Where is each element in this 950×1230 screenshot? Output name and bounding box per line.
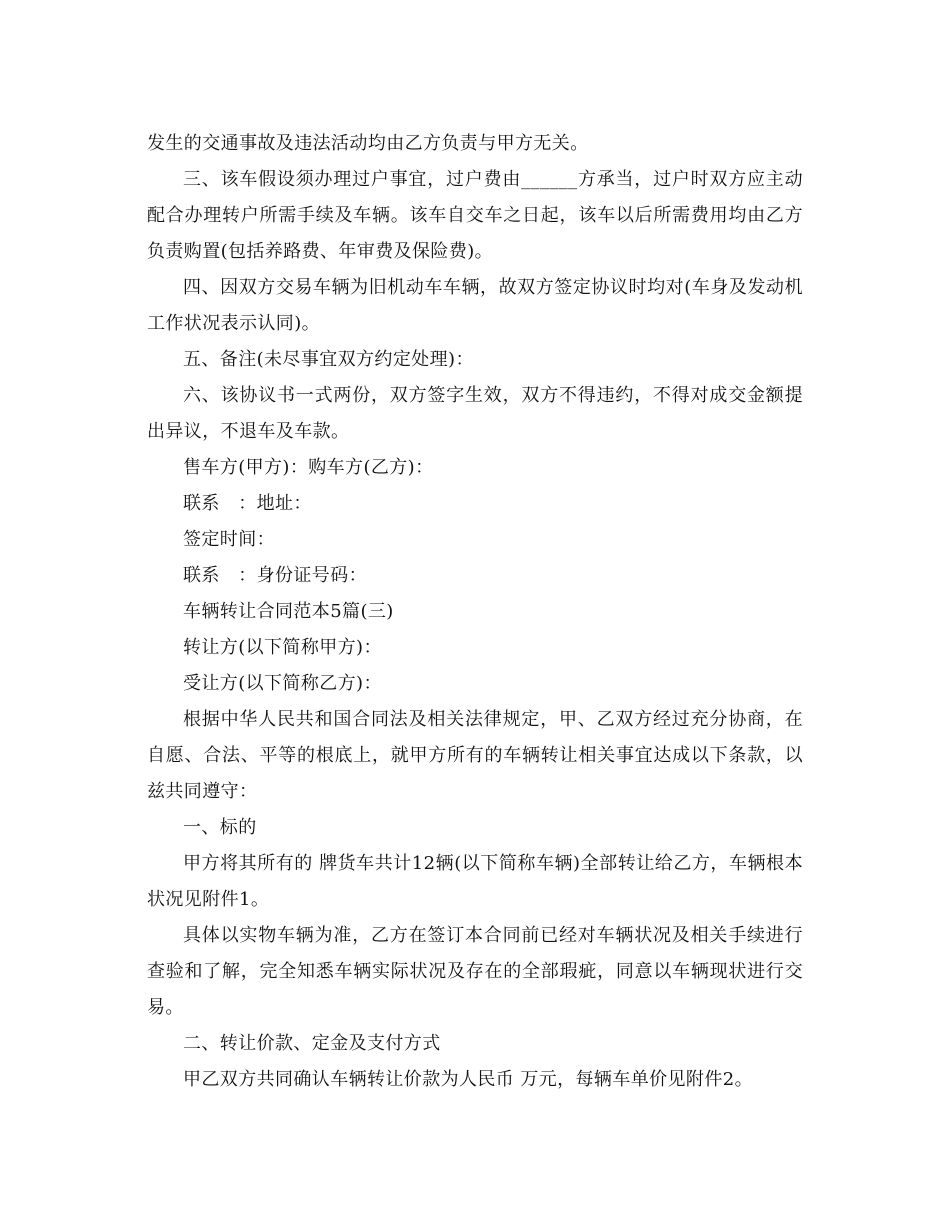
paragraph-price: 甲乙双方共同确认车辆转让价款为人民币 万元，每辆车单价见附件2。 [183, 1069, 753, 1090]
paragraph-continuation: 发生的交通事故及违法活动均由乙方负责与甲方无关。 [147, 133, 589, 154]
document-body [147, 126, 803, 1098]
paragraph-subject-detail: 甲方将其所有的 牌货车共计12辆(以下简称车辆)全部转让给乙方，车辆根本状况见附件1。 [147, 853, 803, 910]
transferee-line: 受让方(以下简称乙方)： [183, 673, 382, 694]
transferor-line: 转让方(以下简称甲方)： [183, 637, 382, 658]
signature-contact-address: 联系 ：地址： [183, 493, 312, 514]
signature-parties: 售车方(甲方)：购车方(乙方)： [183, 457, 434, 478]
signature-date: 签定时间： [183, 529, 275, 550]
paragraph-clause-5: 五、备注(未尽事宜双方约定处理)： [183, 349, 474, 370]
heading-subject: 一、标的 [183, 817, 257, 838]
preamble-paragraph: 根据中华人民共和国合同法及相关法律规定，甲、乙双方经过充分协商，在自愿、合法、平等的根底上，就甲方所有的车辆转让相关事宜达成以下条款，以兹共同遵守： [147, 709, 803, 802]
section-title: 车辆转让合同范本5篇(三) [183, 601, 394, 622]
signature-contact-id: 联系 ：身份证号码： [183, 565, 367, 586]
paragraph-clause-6: 六、该协议书一式两份，双方签字生效，双方不得违约，不得对成交金额提出异议，不退车及车款。 [147, 385, 803, 442]
heading-price-payment: 二、转让价款、定金及支付方式 [183, 1033, 441, 1054]
paragraph-clause-4: 四、因双方交易车辆为旧机动车车辆，故双方签定协议时均对(车身及发动机工作状况表示认同)。 [147, 277, 803, 334]
paragraph-inspection: 具体以实物车辆为准，乙方在签订本合同前已经对车辆状况及相关手续进行查验和了解，完全知悉车辆实际状况及存在的全部瑕疵，同意以车辆现状进行交易。 [147, 925, 803, 1018]
paragraph-clause-3: 三、该车假设须办理过户事宜，过户费由______方承当，过户时双方应主动配合办理转户所需手续及车辆。该车自交车之日起，该车以后所需费用均由乙方负责购置(包括养路费、年审费及保险费)。 [147, 169, 803, 262]
